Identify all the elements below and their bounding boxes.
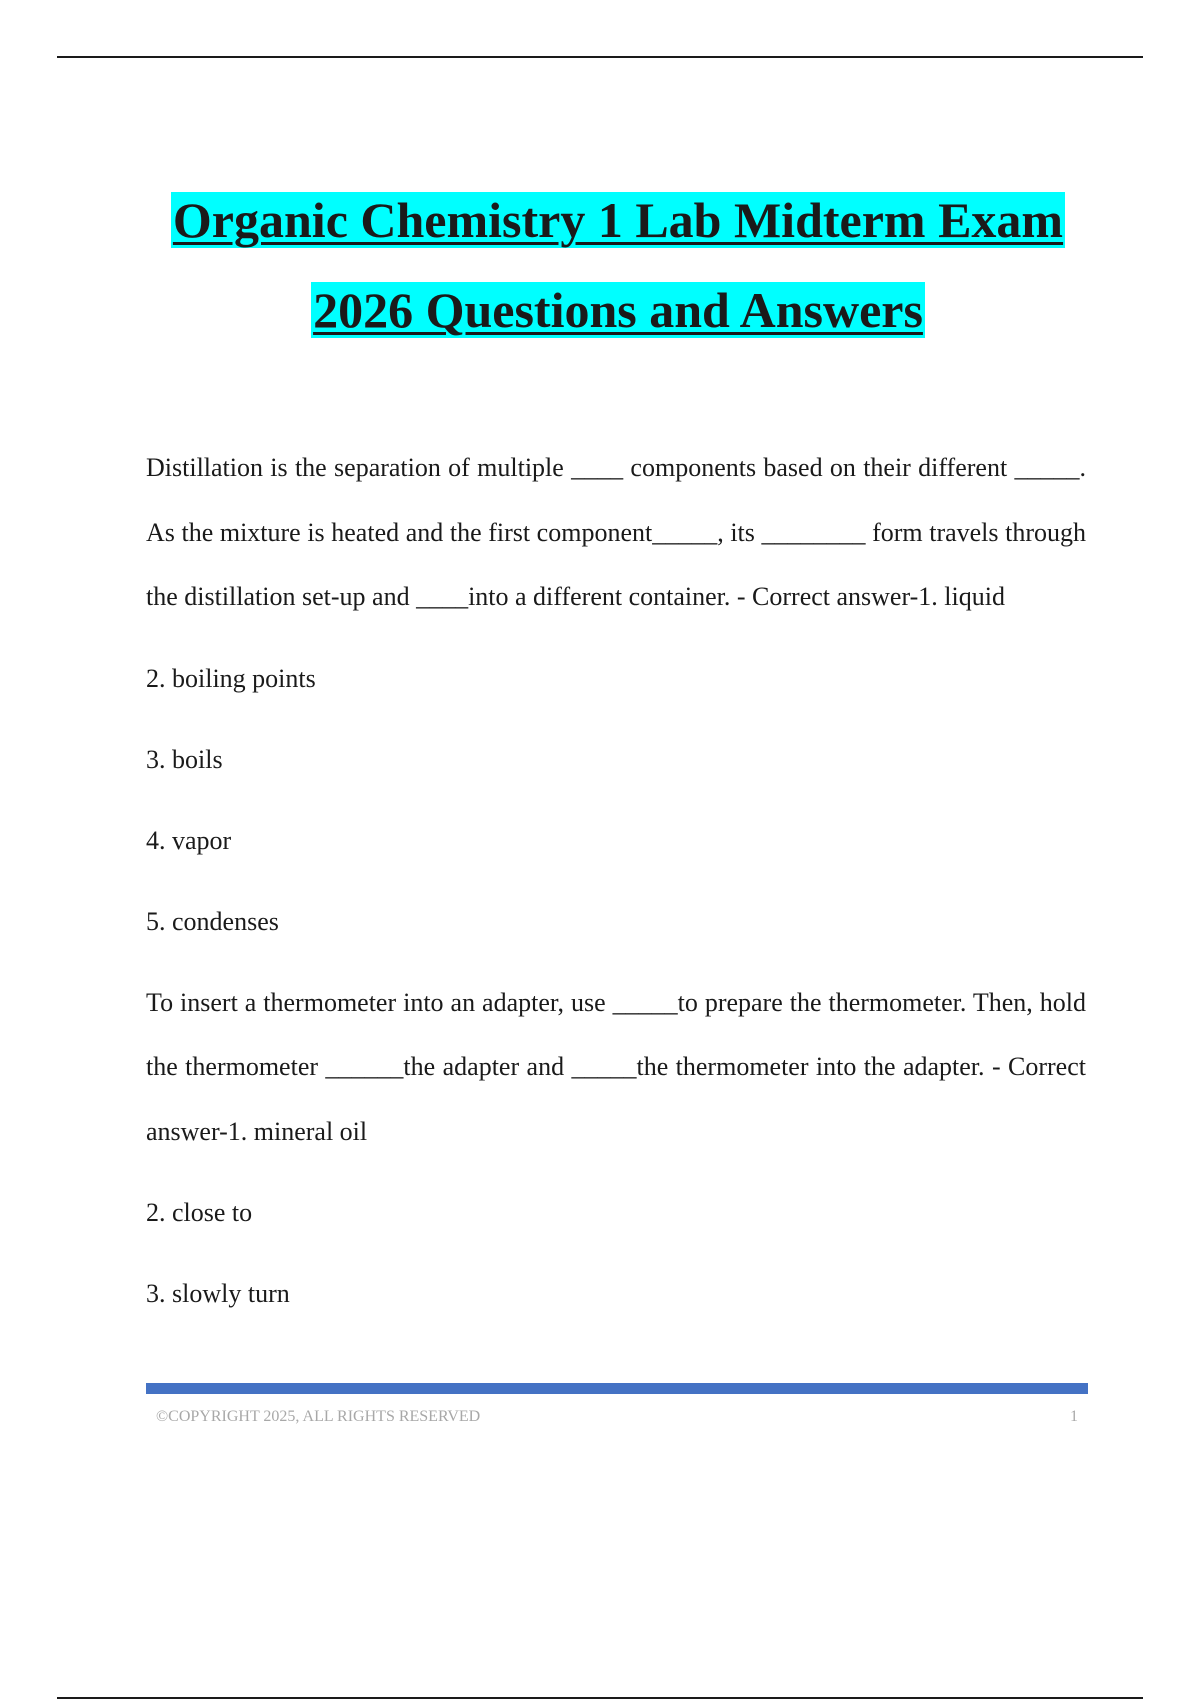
- document-title: [0, 175, 1200, 355]
- title-line-2-text: 2026 Questions and Answers: [313, 282, 923, 338]
- answer-item: 2. close to: [146, 1198, 253, 1227]
- page-number: 1: [1070, 1408, 1078, 1425]
- answer-item: 5. condenses: [146, 906, 279, 936]
- bottom-rule: [57, 1697, 1143, 1699]
- answer-item: 2. boiling points: [146, 663, 316, 693]
- question-2: To insert a thermometer into an adapter, use _____to prepare the thermometer. Then, hold the thermometer ______the adapter and _____the thermometer into the adapter. - Correct answer-1. mineral oil: [146, 987, 1086, 1146]
- question-1: Distillation is the separation of multiple ____ components based on their different _____. As the mixture is heated and the first component_____, its ________ form travels through the distillation set-up and ____into a different container. - Correct answer-1. liquid: [146, 453, 1086, 611]
- copyright-text: ©COPYRIGHT 2025, ALL RIGHTS RESERVED: [156, 1408, 481, 1425]
- title-line-1-text: Organic Chemistry 1 Lab Midterm Exam: [172, 192, 1064, 248]
- answer-item: 4. vapor: [146, 825, 232, 855]
- title-line-2: [0, 265, 1200, 355]
- answer-item: 3. boils: [146, 744, 223, 774]
- title-line-1: [0, 175, 1200, 265]
- answer-item: 3. slowly turn: [146, 1279, 290, 1308]
- top-rule: [57, 56, 1143, 58]
- footer-bar: [146, 1383, 1088, 1394]
- document-body: [146, 436, 1086, 1343]
- page-footer: [156, 1408, 1078, 1426]
